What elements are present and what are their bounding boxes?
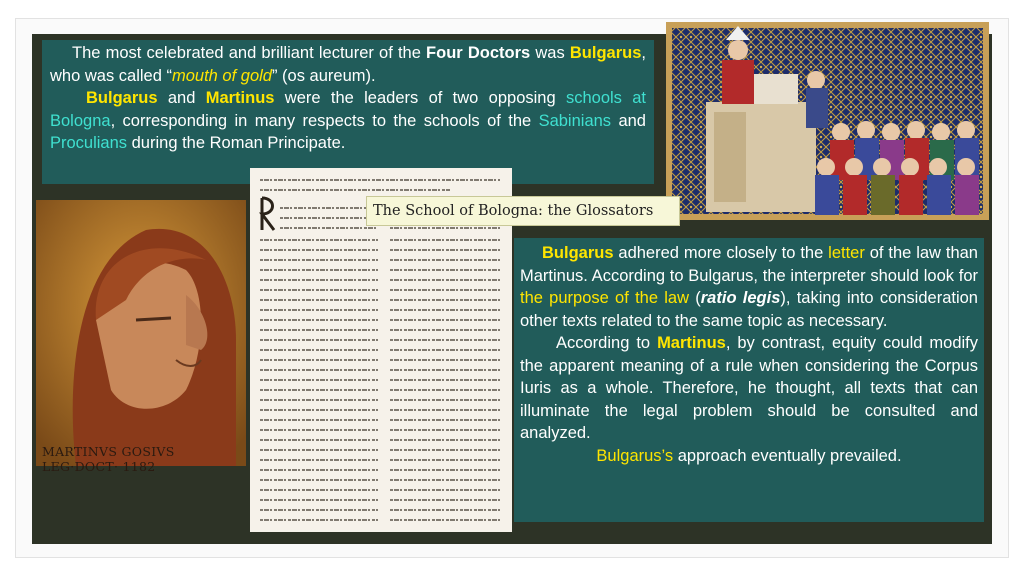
top-paragraph-2: Bulgarus and Martinus were the leaders of two opposing schools at Bologna, corresponding in many respects to the schools of the Sabinians and Proculians during the Roman Principate. xyxy=(50,89,646,152)
portrait-label: MARTINVS GOSIVS LEG·DOCT· 1182 xyxy=(42,444,175,474)
right-paragraph-3: Bulgarus’s approach eventually prevailed. xyxy=(596,446,902,465)
top-paragraph-1: The most celebrated and brilliant lecturer of the Four Doctors was Bulgarus, who was called “mouth of gold” (os aureum). xyxy=(50,44,646,85)
slide-caption: The School of Bologna: the Glossators xyxy=(366,196,680,226)
right-paragraph-2: According to Martinus, by contrast, equity could modify the apparent meaning of a rule when considering the Corpus Iuris as a whole. Therefore, he thought, all texts that can illuminate the legal problem should be consulted and analyzed. xyxy=(520,334,978,442)
martinus-portrait xyxy=(36,200,246,474)
mouth-of-gold-highlight: mouth of gold xyxy=(171,66,272,85)
right-paragraph-1: Bulgarus adhered more closely to the letter of the law than Martinus. According to Bulgarus, the interpreter should look for the purpose of the law (ratio legis), taking into consideration other texts related to the same topic as necessary. xyxy=(520,244,978,330)
bulgarus-highlight: Bulgarus xyxy=(569,44,642,62)
right-text-box xyxy=(514,238,984,522)
medieval-lecture-image xyxy=(666,22,989,220)
top-text-box xyxy=(42,40,654,184)
